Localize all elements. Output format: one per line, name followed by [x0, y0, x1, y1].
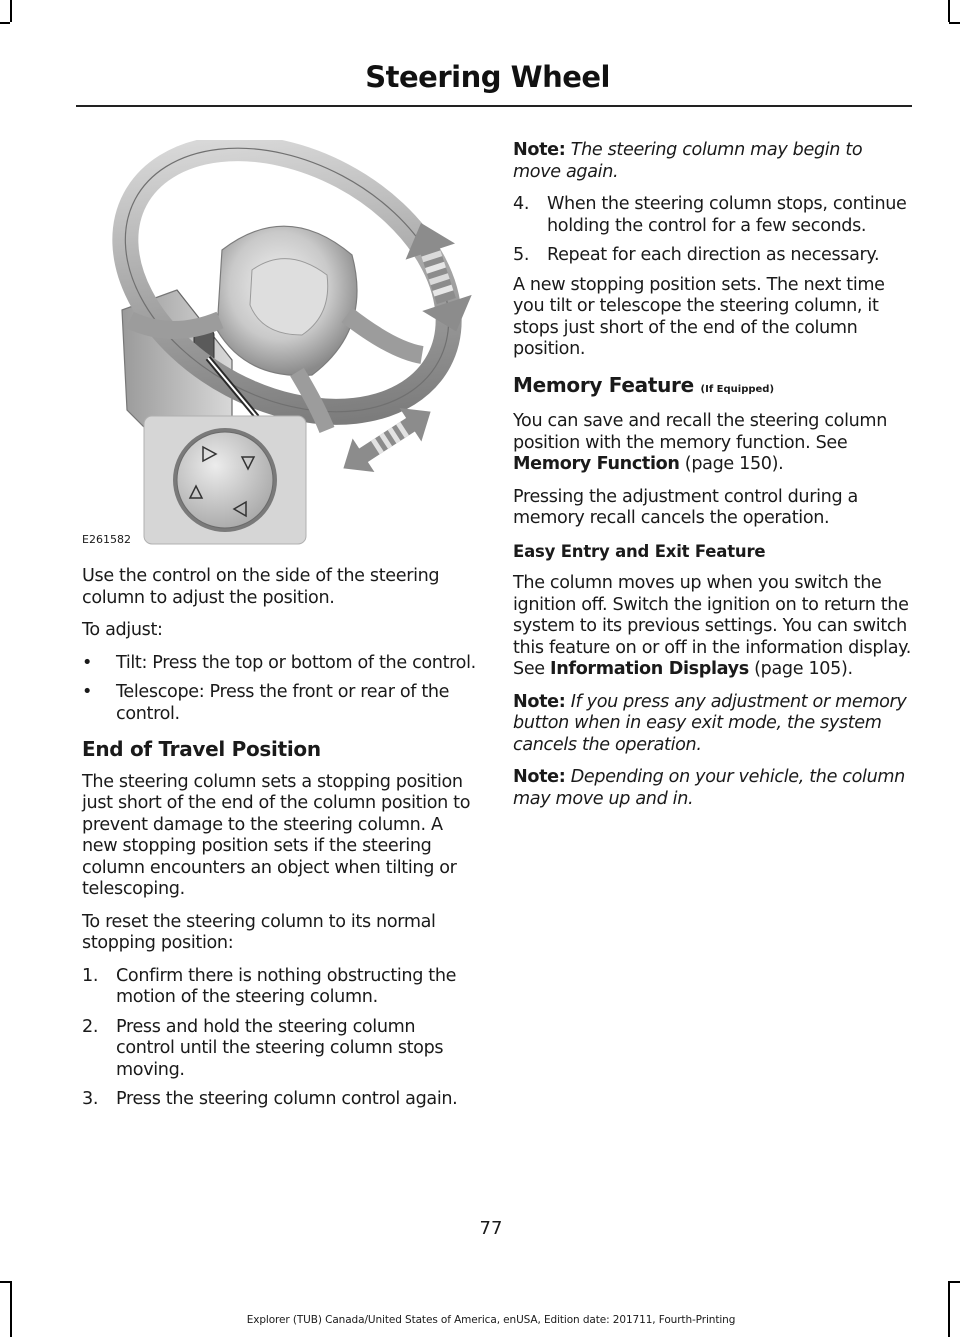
list-item	[82, 966, 477, 1009]
step-number: 3.	[82, 1089, 99, 1109]
crop-mark	[0, 22, 10, 24]
left-column	[82, 140, 477, 1119]
step-number: 1.	[82, 965, 99, 986]
bullet-text: Tilt: Press the top or bottom of the control.	[116, 652, 476, 673]
steering-wheel-illustration	[82, 140, 477, 550]
crop-mark	[949, 1281, 960, 1283]
heading-memory-sub: (If Equipped)	[700, 383, 775, 395]
note-label: Note:	[513, 767, 566, 787]
list-item	[82, 1089, 477, 1111]
list-item	[82, 682, 477, 725]
easy-paragraph	[513, 573, 913, 681]
step-text: Press the steering column control again.	[116, 1089, 458, 1109]
intro-paragraph: Use the control on the side of the steering column to adjust the position.	[82, 566, 440, 608]
memory-text-b: (page 150).	[679, 454, 784, 474]
note-paragraph	[513, 767, 913, 810]
step-number: 4.	[513, 194, 530, 214]
crop-mark	[948, 0, 950, 22]
footer-text: Explorer (TUB) Canada/United States of America, enUSA, Edition date: 201711, Fourth-Printing	[246, 1314, 736, 1326]
memory-paragraph	[513, 411, 913, 476]
note-text: The steering column may begin to move again.	[513, 140, 863, 182]
bullet-text: Telescope: Press the front or rear of the control.	[116, 682, 450, 724]
note-paragraph	[513, 692, 913, 757]
heading-memory-feature	[513, 372, 913, 401]
heading-easy-entry: Easy Entry and Exit Feature	[513, 541, 766, 561]
step-text: Press and hold the steering column control until the steering column stops moving.	[116, 1016, 444, 1080]
memory-text-a: You can save and recall the steering column position with the memory function. See	[513, 411, 888, 453]
note-paragraph	[513, 140, 913, 183]
right-column	[513, 140, 913, 821]
crop-mark	[10, 1281, 12, 1337]
bullet-marker: •	[82, 652, 93, 673]
easy-text-b: (page 105).	[748, 659, 853, 679]
heading-memory-text: Memory Feature	[513, 372, 694, 397]
memory-function-link[interactable]: Memory Function	[513, 454, 680, 474]
information-displays-link[interactable]: Information Displays	[550, 659, 749, 679]
list-item	[513, 245, 913, 267]
new-stop-paragraph: A new stopping position sets. The next time you tilt or telescope the steering column, it stops just short of the end of the column position.	[513, 274, 885, 359]
easy-text-a: The column moves up when you switch the ignition off. Switch the ignition on to return the system to its previous settings. You can switch this feature on or off in the information display. See	[513, 573, 911, 679]
note-label: Note:	[513, 691, 566, 712]
step-text: Repeat for each direction as necessary.	[547, 245, 880, 265]
page-number: 77	[479, 1218, 503, 1239]
header-divider	[76, 105, 912, 107]
list-item	[513, 194, 913, 237]
heading-end-of-travel: End of Travel Position	[82, 737, 321, 761]
step-number: 5.	[513, 245, 530, 265]
note-text: If you press any adjustment or memory button when in easy exit mode, the system cancels the operation.	[513, 691, 907, 755]
step-text: Confirm there is nothing obstructing the motion of the steering column.	[116, 965, 457, 1007]
reset-intro-paragraph: To reset the steering column to its normal stopping position:	[82, 911, 436, 953]
pressing-paragraph: Pressing the adjustment control during a memory recall cancels the operation.	[513, 486, 858, 528]
crop-mark	[949, 22, 960, 24]
note-text: Depending on your vehicle, the column may move up and in.	[513, 767, 905, 809]
list-item	[82, 653, 477, 675]
steering-wheel-figure	[82, 140, 477, 550]
list-item	[82, 1017, 477, 1082]
end-travel-paragraph: The steering column sets a stopping position just short of the end of the column position to prevent damage to the steering column. A new stopping position sets if the steering column encounters an object when tilting or telescoping.	[82, 771, 471, 899]
bullet-marker: •	[82, 682, 93, 702]
to-adjust-label: To adjust:	[82, 620, 163, 640]
crop-mark	[0, 1281, 10, 1283]
figure-id: E261582	[82, 532, 131, 546]
crop-mark	[948, 1281, 950, 1337]
step-number: 2.	[82, 1016, 99, 1037]
page-title: Steering Wheel	[365, 60, 610, 94]
crop-mark	[10, 0, 12, 22]
step-text: When the steering column stops, continue holding the control for a few seconds.	[547, 194, 907, 236]
note-label: Note:	[513, 140, 566, 160]
